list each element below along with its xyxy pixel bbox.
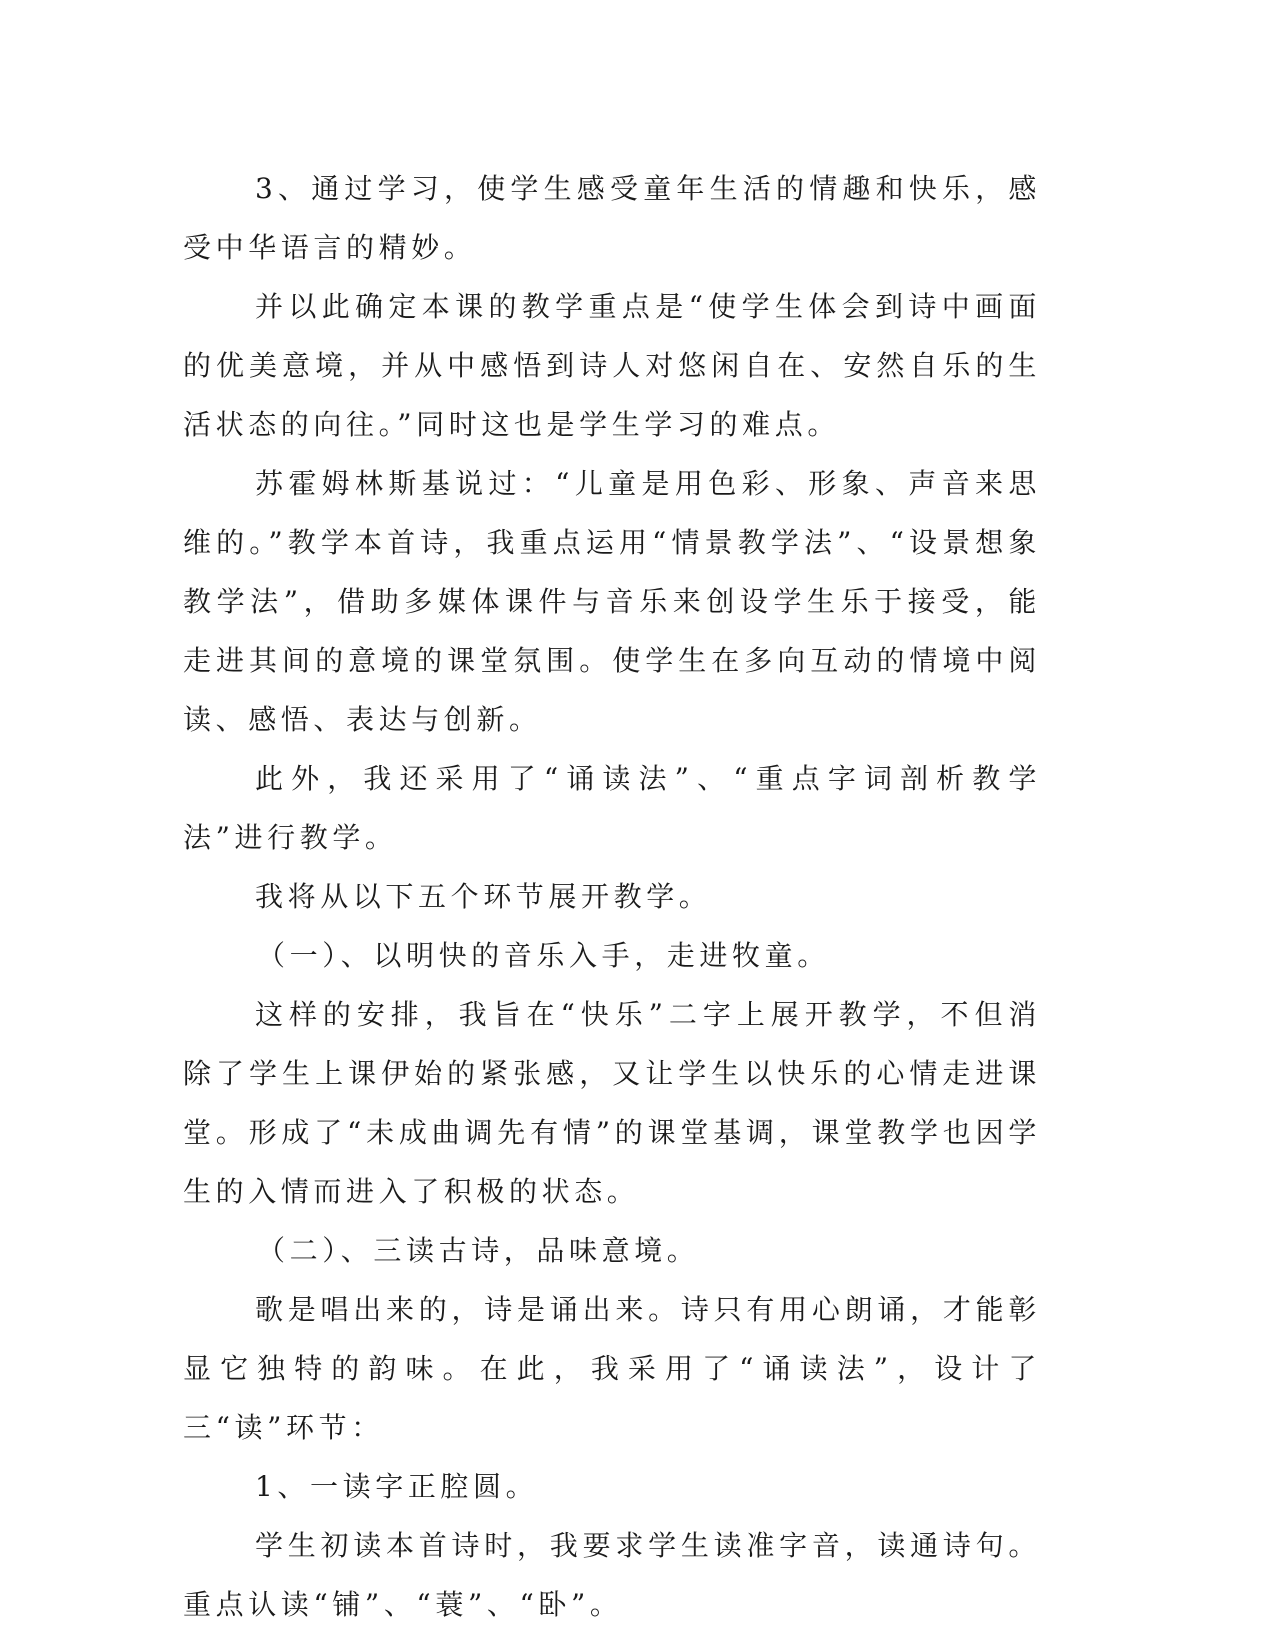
paragraph-five-steps-intro: 我将从以下五个环节展开教学。 — [255, 880, 712, 913]
paragraph-goal-3: 3、通过学习，使学生感受童年生活的情趣和快乐，感受中华语言的精妙。 — [183, 172, 1041, 264]
subheading-first-reading: 1、一读字正腔圆。 — [255, 1470, 539, 1503]
paragraph-teaching-methods: 苏霍姆林斯基说过：“儿童是用色彩、形象、声音来思维的。”教学本首诗，我重点运用“情景教学法”、“设景想象教学法”，借助多媒体课件与音乐来创设学生乐于接受，能走进其间的意境的课堂氛围。使学生在多向互动的情境中阅读、感悟、表达与创新。 — [183, 467, 1041, 736]
paragraph-step-2-detail: 歌是唱出来的，诗是诵出来。诗只有用心朗诵，才能彰显它独特的韵味。在此，我采用了“诵读法”，设计了三“读”环节： — [183, 1293, 1041, 1444]
section-heading-step-2: （二）、三读古诗，品味意境。 — [257, 1234, 700, 1267]
document-body — [183, 159, 1041, 1634]
paragraph-step-1-detail: 这样的安排，我旨在“快乐”二字上展开教学，不但消除了学生上课伊始的紧张感，又让学生以快乐的心情走进课堂。形成了“未成曲调先有情”的课堂基调，课堂教学也因学生的入情而进入了积极的状态。 — [183, 998, 1041, 1208]
paragraph-additional-methods: 此外，我还采用了“诵读法”、“重点字词剖析教学法”进行教学。 — [183, 762, 1041, 854]
paragraph-first-reading-detail: 学生初读本首诗时，我要求学生读准字音，读通诗句。重点认读“铺”、“蓑”、“卧”。 — [183, 1529, 1041, 1621]
section-heading-step-1: （一）、以明快的音乐入手，走进牧童。 — [257, 939, 830, 972]
paragraph-teaching-focus: 并以此确定本课的教学重点是“使学生体会到诗中画面的优美意境，并从中感悟到诗人对悠闲自在、安然自乐的生活状态的向往。”同时这也是学生学习的难点。 — [183, 290, 1041, 441]
